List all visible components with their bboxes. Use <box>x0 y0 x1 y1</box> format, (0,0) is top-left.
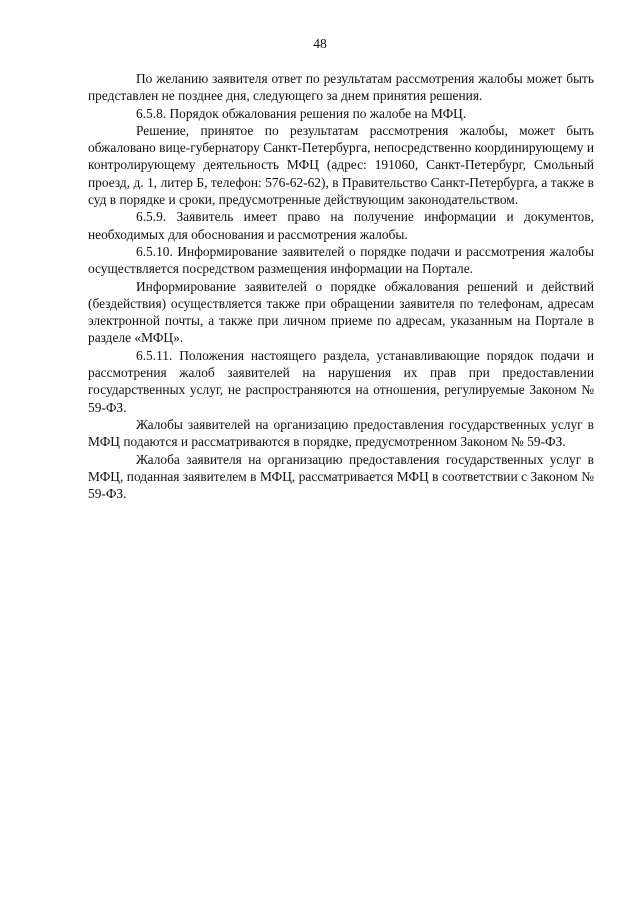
paragraph: Решение, принятое по результатам рассмотрения жалобы, может быть обжаловано вице-губернатору Санкт-Петербурга, непосредственно координирующему и контролирующему деятельность МФЦ (адрес: 191060, Санкт-Петербург, Смольный проезд, д. 1, литер Б, телефон: 576-62-62), в Правительство Санкт-Петербурга, а также в суд в порядке и сроки, предусмотренные действующим законодательством. <box>88 122 594 208</box>
paragraph: Жалоба заявителя на организацию предоставления государственных услуг в МФЦ, поданная заявителем в МФЦ, рассматривается МФЦ в соответствии с Законом № 59-ФЗ. <box>88 451 594 502</box>
paragraph: 6.5.10. Информирование заявителей о порядке подачи и рассмотрения жалобы осуществляется посредством размещения информации на Портале. <box>88 243 594 277</box>
document-body <box>88 70 594 502</box>
paragraph: Жалобы заявителей на организацию предоставления государственных услуг в МФЦ подаются и рассматриваются в порядке, предусмотренном Законом № 59-ФЗ. <box>88 416 594 450</box>
page-number: 48 <box>313 36 327 51</box>
paragraph: 6.5.11. Положения настоящего раздела, устанавливающие порядок подачи и рассмотрения жалоб заявителей на нарушения их прав при предоставлении государственных услуг, не распространяются на отношения, регулируемые Законом № 59-ФЗ. <box>88 347 594 415</box>
paragraph: По желанию заявителя ответ по результатам рассмотрения жалобы может быть представлен не позднее дня, следующего за днем принятия решения. <box>88 71 594 104</box>
paragraph-heading: 6.5.8. Порядок обжалования решения по жалобе на МФЦ. <box>136 105 467 121</box>
paragraph: Информирование заявителей о порядке обжалования решений и действий (бездействия) осуществляется также при обращении заявителя по телефонам, адресам электронной почты, а также при личном приеме по адресам, указанным на Портале в разделе «МФЦ». <box>88 278 594 346</box>
paragraph: 6.5.9. Заявитель имеет право на получение информации и документов, необходимых для обоснования и рассмотрения жалобы. <box>88 209 594 242</box>
